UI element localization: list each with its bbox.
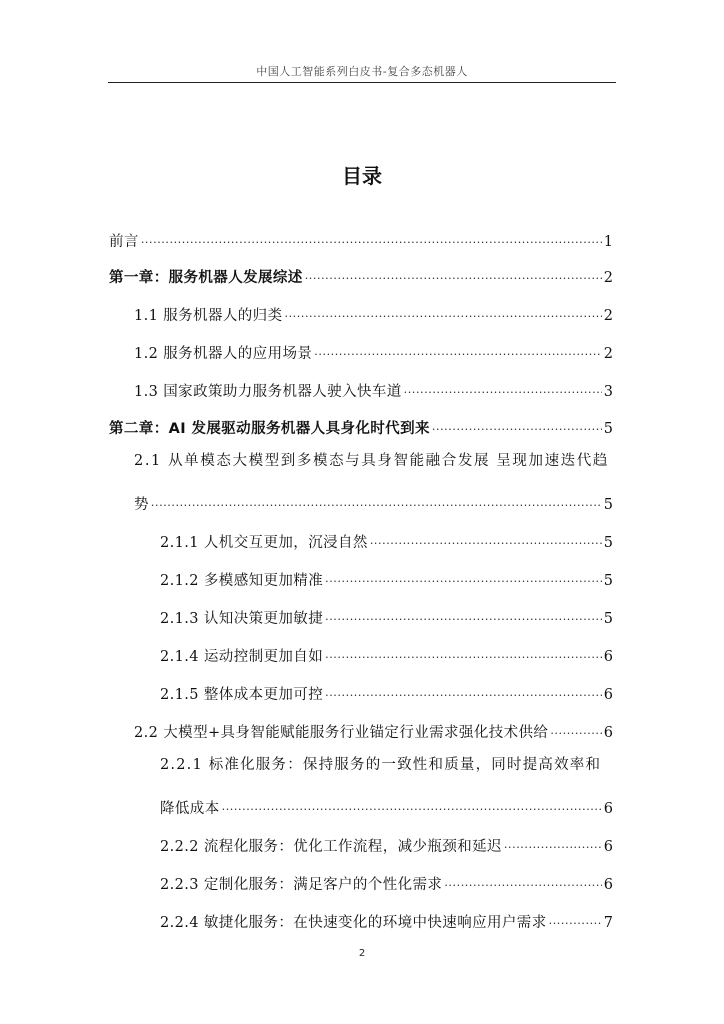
toc-entry-label: 2.1.3 认知决策更加敏捷 (160, 611, 324, 627)
toc-entry-2-2[interactable] (134, 717, 613, 741)
toc-leader-dots (325, 679, 602, 699)
page-number: 2 (358, 948, 366, 959)
toc-entry-label: 2.1.5 整体成本更加可控 (160, 687, 324, 703)
toc-entry-2-2-2[interactable] (160, 831, 613, 855)
toc-leader-dots (432, 413, 602, 433)
toc-leader-dots (314, 338, 601, 358)
running-header: 中国人工智能系列白皮书-复合多态机器人 (256, 65, 468, 78)
toc-entry-1-1[interactable] (134, 300, 613, 324)
toc-page-number: 5 (603, 497, 613, 513)
toc-entry-2-1-line1[interactable]: 2.1 从单模态大模型到多模态与具身智能融合发展 呈现加速迭代趋 (134, 453, 609, 469)
toc-leader-dots (222, 793, 602, 813)
toc-entry-label: 2.1.2 多模感知更加精准 (160, 573, 324, 589)
toc-entry-2-1-2[interactable] (160, 565, 613, 589)
toc-entry-2-2-3[interactable] (160, 869, 613, 893)
toc-leader-dots (284, 300, 601, 320)
toc-entry-2-2-4[interactable] (160, 907, 613, 931)
toc-page-number: 6 (603, 801, 613, 817)
toc-leader-dots (550, 717, 601, 737)
toc-entry-label: 2.1.4 运动控制更加自如 (160, 649, 324, 665)
toc-entry-label: 1.2 服务机器人的应用场景 (134, 346, 313, 362)
toc-entry-label: 2.2.3 定制化服务：满足客户的个性化需求 (160, 877, 443, 893)
toc-page-number: 1 (603, 234, 613, 250)
toc-entry-chapter-2[interactable] (109, 413, 613, 437)
toc-entry-label: 2.2 大模型+具身智能赋能服务行业锚定行业需求强化技术供给 (134, 725, 549, 741)
toc-leader-dots (370, 527, 602, 547)
toc-page-number: 6 (603, 725, 613, 741)
toc-entry-label: 2.2.4 敏捷化服务：在快速变化的环境中快速响应用户需求 (160, 915, 547, 931)
toc-entry-chapter-1[interactable] (109, 262, 613, 286)
toc-entry-2-2-1[interactable] (160, 793, 613, 817)
toc-leader-dots (151, 489, 602, 509)
toc-entry-preface[interactable] (109, 226, 613, 250)
toc-entry-2-1-1[interactable] (160, 527, 613, 551)
toc-leader-dots (325, 603, 602, 623)
toc-page-number: 5 (603, 611, 613, 627)
toc-entry-label: 1.3 国家政策助力服务机器人驶入快车道 (134, 384, 402, 400)
toc-entry-2-1[interactable] (134, 489, 613, 513)
toc-title: 目录 (342, 164, 382, 188)
toc-entry-label: 降低成本 (160, 801, 220, 817)
toc-page-number: 7 (603, 915, 613, 931)
toc-leader-dots (325, 641, 602, 661)
toc-entry-label: 第一章：服务机器人发展综述 (109, 270, 303, 286)
toc-entry-2-1-4[interactable] (160, 641, 613, 665)
toc-entry-label: 2.2.2 流程化服务：优化工作流程，减少瓶颈和延迟 (160, 839, 502, 855)
toc-page-number: 5 (603, 421, 613, 437)
toc-page-number: 6 (603, 839, 613, 855)
toc-page-number: 2 (603, 308, 613, 324)
toc-leader-dots (444, 869, 601, 889)
toc-entry-label: 2.1.1 人机交互更加，沉浸自然 (160, 535, 368, 551)
toc-entry-label: 1.1 服务机器人的归类 (134, 308, 283, 324)
toc-entry-2-1-3[interactable] (160, 603, 613, 627)
toc-leader-dots (549, 907, 602, 927)
toc-leader-dots (325, 565, 602, 585)
toc-page-number: 2 (603, 346, 613, 362)
toc-leader-dots (305, 262, 602, 282)
toc-leader-dots (504, 831, 602, 851)
toc-entry-1-3[interactable] (134, 376, 613, 400)
toc-page-number: 3 (603, 384, 613, 400)
toc-page-number: 5 (603, 573, 613, 589)
toc-page-number: 6 (603, 687, 613, 703)
toc-entry-1-2[interactable] (134, 338, 613, 362)
toc-leader-dots (404, 376, 602, 396)
toc-entry-label: 前言 (109, 234, 139, 250)
toc-entry-label: 势 (134, 497, 149, 513)
toc-leader-dots (141, 226, 602, 246)
toc-page-number: 2 (603, 270, 613, 286)
toc-entry-2-1-5[interactable] (160, 679, 613, 703)
toc-page-number: 6 (603, 877, 613, 893)
toc-page-number: 5 (603, 535, 613, 551)
toc-entry-2-2-1-line1[interactable]: 2.2.1 标准化服务：保持服务的一致性和质量，同时提高效率和 (160, 757, 602, 773)
toc-entry-label: 第二章：AI 发展驱动服务机器人具身化时代到来 (109, 421, 430, 437)
toc-page-number: 6 (603, 649, 613, 665)
